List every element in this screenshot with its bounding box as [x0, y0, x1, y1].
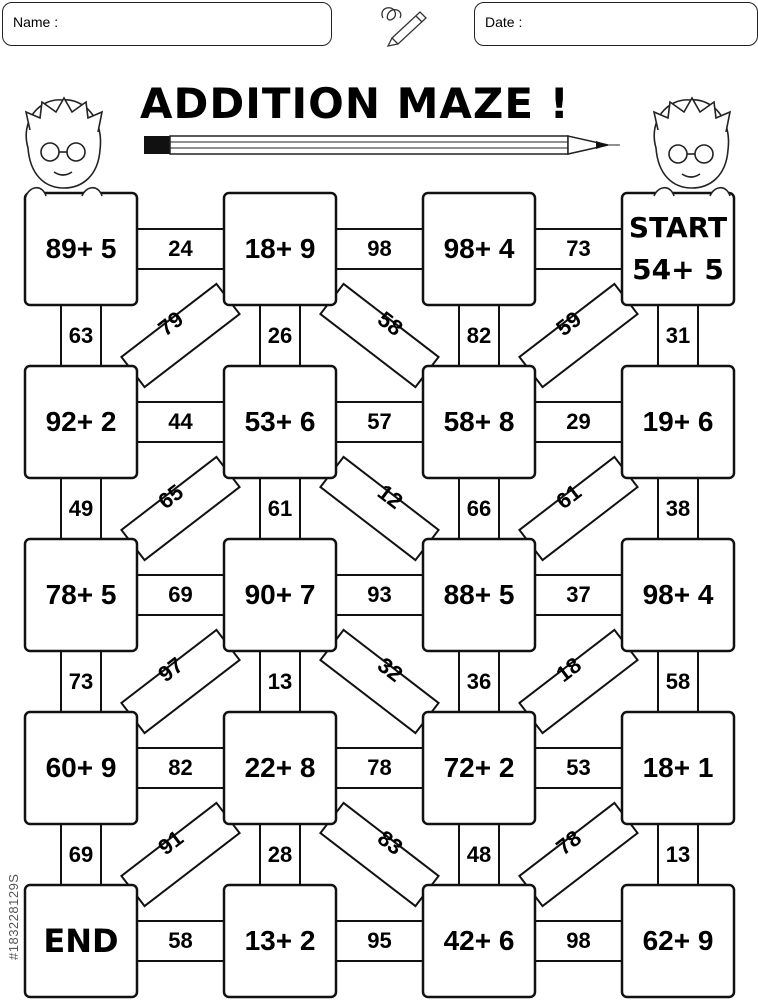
- path-number: 32: [372, 651, 408, 687]
- path-number: 79: [152, 305, 188, 341]
- end-cell: [25, 885, 137, 997]
- path-vertical: [260, 824, 300, 885]
- path-number: 31: [665, 322, 691, 348]
- path-number: 18: [550, 651, 586, 687]
- path-diagonal: [320, 284, 438, 387]
- path-number: 65: [152, 478, 188, 514]
- cell-expression: 22+ 8: [244, 752, 316, 783]
- page-title: ADDITION MAZE !: [140, 79, 570, 128]
- path-number: 58: [168, 928, 193, 953]
- maze-cell: [224, 539, 336, 651]
- path-number: 24: [168, 236, 193, 261]
- path-number: 73: [68, 668, 94, 694]
- path-diagonal: [320, 803, 438, 906]
- maze-cell: [423, 539, 535, 651]
- maze-cell: [622, 366, 734, 478]
- name-field[interactable]: [2, 2, 332, 46]
- cell-expression: 90+ 7: [244, 579, 316, 610]
- path-number: 29: [566, 409, 591, 434]
- path-number: 58: [665, 668, 691, 694]
- cell-expression: 72+ 2: [443, 752, 515, 783]
- date-input[interactable]: [545, 13, 745, 35]
- path-number: 61: [267, 495, 293, 521]
- boy-peeking-icon: [26, 98, 102, 196]
- path-number: 44: [168, 409, 193, 434]
- path-number: 13: [267, 668, 293, 694]
- name-input[interactable]: [83, 13, 319, 35]
- cell-expression: 62+ 9: [642, 925, 714, 956]
- path-number: 97: [152, 651, 188, 687]
- maze-cell: [423, 885, 535, 997]
- path-vertical: [658, 651, 698, 712]
- maze-cell: [423, 366, 535, 478]
- maze-paths: [61, 229, 698, 961]
- maze-cell: [25, 539, 137, 651]
- maze-cell: [224, 366, 336, 478]
- boy-peeking-icon: [654, 98, 730, 196]
- path-number: 13: [665, 841, 691, 867]
- path-diagonal: [519, 284, 637, 387]
- path-number: 83: [372, 824, 408, 860]
- path-vertical: [658, 824, 698, 885]
- cell-expression: 58+ 8: [443, 406, 515, 437]
- path-vertical: [260, 478, 300, 539]
- path-vertical: [658, 478, 698, 539]
- cell-expression: 42+ 6: [443, 925, 515, 956]
- path-number: 73: [566, 236, 591, 261]
- path-number: 36: [466, 668, 492, 694]
- path-diagonal: [519, 457, 637, 560]
- path-horizontal: [137, 575, 224, 615]
- path-number: 82: [466, 322, 492, 348]
- path-horizontal: [535, 575, 622, 615]
- path-horizontal: [336, 575, 423, 615]
- cell-expression: 98+ 4: [642, 579, 714, 610]
- path-diagonal: [121, 630, 239, 733]
- cell-expression: 19+ 6: [642, 406, 714, 437]
- maze-cell: [25, 366, 137, 478]
- path-vertical: [260, 651, 300, 712]
- cell-expression: 18+ 1: [642, 752, 714, 783]
- cell-expression: 18+ 9: [244, 233, 316, 264]
- path-number: 91: [152, 824, 188, 860]
- path-number: 48: [466, 841, 492, 867]
- maze-cell: [622, 539, 734, 651]
- path-number: 95: [367, 928, 392, 953]
- path-number: 98: [367, 236, 392, 261]
- path-diagonal: [519, 630, 637, 733]
- cell-expression: 88+ 5: [443, 579, 515, 610]
- cell-expression: 78+ 5: [45, 579, 117, 610]
- path-number: 59: [550, 305, 586, 341]
- path-horizontal: [336, 229, 423, 269]
- path-vertical: [459, 651, 499, 712]
- cell-expression: 53+ 6: [244, 406, 316, 437]
- path-number: 26: [267, 322, 293, 348]
- maze-cell: [224, 712, 336, 824]
- path-number: 12: [372, 478, 408, 514]
- path-horizontal: [137, 748, 224, 788]
- path-number: 69: [68, 841, 94, 867]
- path-vertical: [459, 478, 499, 539]
- path-vertical: [658, 305, 698, 366]
- path-diagonal: [121, 803, 239, 906]
- path-number: 49: [68, 495, 94, 521]
- cell-expression: 89+ 5: [45, 233, 117, 264]
- path-diagonal: [320, 630, 438, 733]
- path-vertical: [61, 651, 101, 712]
- path-number: 78: [550, 824, 586, 860]
- path-number: 63: [68, 322, 94, 348]
- pencil-icon: [144, 136, 620, 154]
- path-vertical: [459, 305, 499, 366]
- path-number: 53: [566, 755, 591, 780]
- path-number: 28: [267, 841, 293, 867]
- date-field[interactable]: [474, 2, 758, 46]
- name-label: Name :: [13, 14, 59, 30]
- cell-expression: 98+ 4: [443, 233, 515, 264]
- path-number: 78: [367, 755, 392, 780]
- maze-cell: [25, 712, 137, 824]
- path-horizontal: [336, 402, 423, 442]
- path-horizontal: [535, 229, 622, 269]
- path-horizontal: [336, 921, 423, 961]
- start-cell: [622, 193, 734, 305]
- start-label: START 54+ 5: [628, 211, 728, 286]
- path-horizontal: [535, 748, 622, 788]
- path-vertical: [61, 824, 101, 885]
- maze-cell: [25, 193, 137, 305]
- path-horizontal: [535, 402, 622, 442]
- path-vertical: [61, 478, 101, 539]
- path-vertical: [61, 305, 101, 366]
- cell-expression: 60+ 9: [45, 752, 117, 783]
- path-horizontal: [137, 921, 224, 961]
- date-label: Date :: [485, 14, 523, 30]
- path-number: 69: [168, 582, 193, 607]
- pencil-doodle-icon: [382, 8, 426, 46]
- maze-cell: [423, 712, 535, 824]
- maze-cell: [423, 193, 535, 305]
- cell-expression: 13+ 2: [244, 925, 316, 956]
- path-number: 98: [566, 928, 591, 953]
- path-number: 37: [566, 582, 591, 607]
- path-number: 58: [372, 305, 408, 341]
- path-number: 66: [466, 495, 492, 521]
- path-number: 93: [367, 582, 392, 607]
- cell-expression: 92+ 2: [45, 406, 117, 437]
- path-horizontal: [336, 748, 423, 788]
- path-vertical: [260, 305, 300, 366]
- path-number: 61: [550, 478, 586, 514]
- maze-cell: [622, 712, 734, 824]
- path-horizontal: [535, 921, 622, 961]
- maze-cell: [224, 885, 336, 997]
- path-vertical: [459, 824, 499, 885]
- maze-cell: [622, 885, 734, 997]
- path-horizontal: [137, 229, 224, 269]
- path-number: 82: [168, 755, 193, 780]
- path-diagonal: [121, 457, 239, 560]
- path-number: 38: [665, 495, 691, 521]
- path-diagonal: [320, 457, 438, 560]
- maze-cell: [224, 193, 336, 305]
- end-label: END: [43, 922, 119, 960]
- path-number: 57: [367, 409, 392, 434]
- path-diagonal: [519, 803, 637, 906]
- watermark: #183228129S: [6, 873, 21, 960]
- path-horizontal: [137, 402, 224, 442]
- path-diagonal: [121, 284, 239, 387]
